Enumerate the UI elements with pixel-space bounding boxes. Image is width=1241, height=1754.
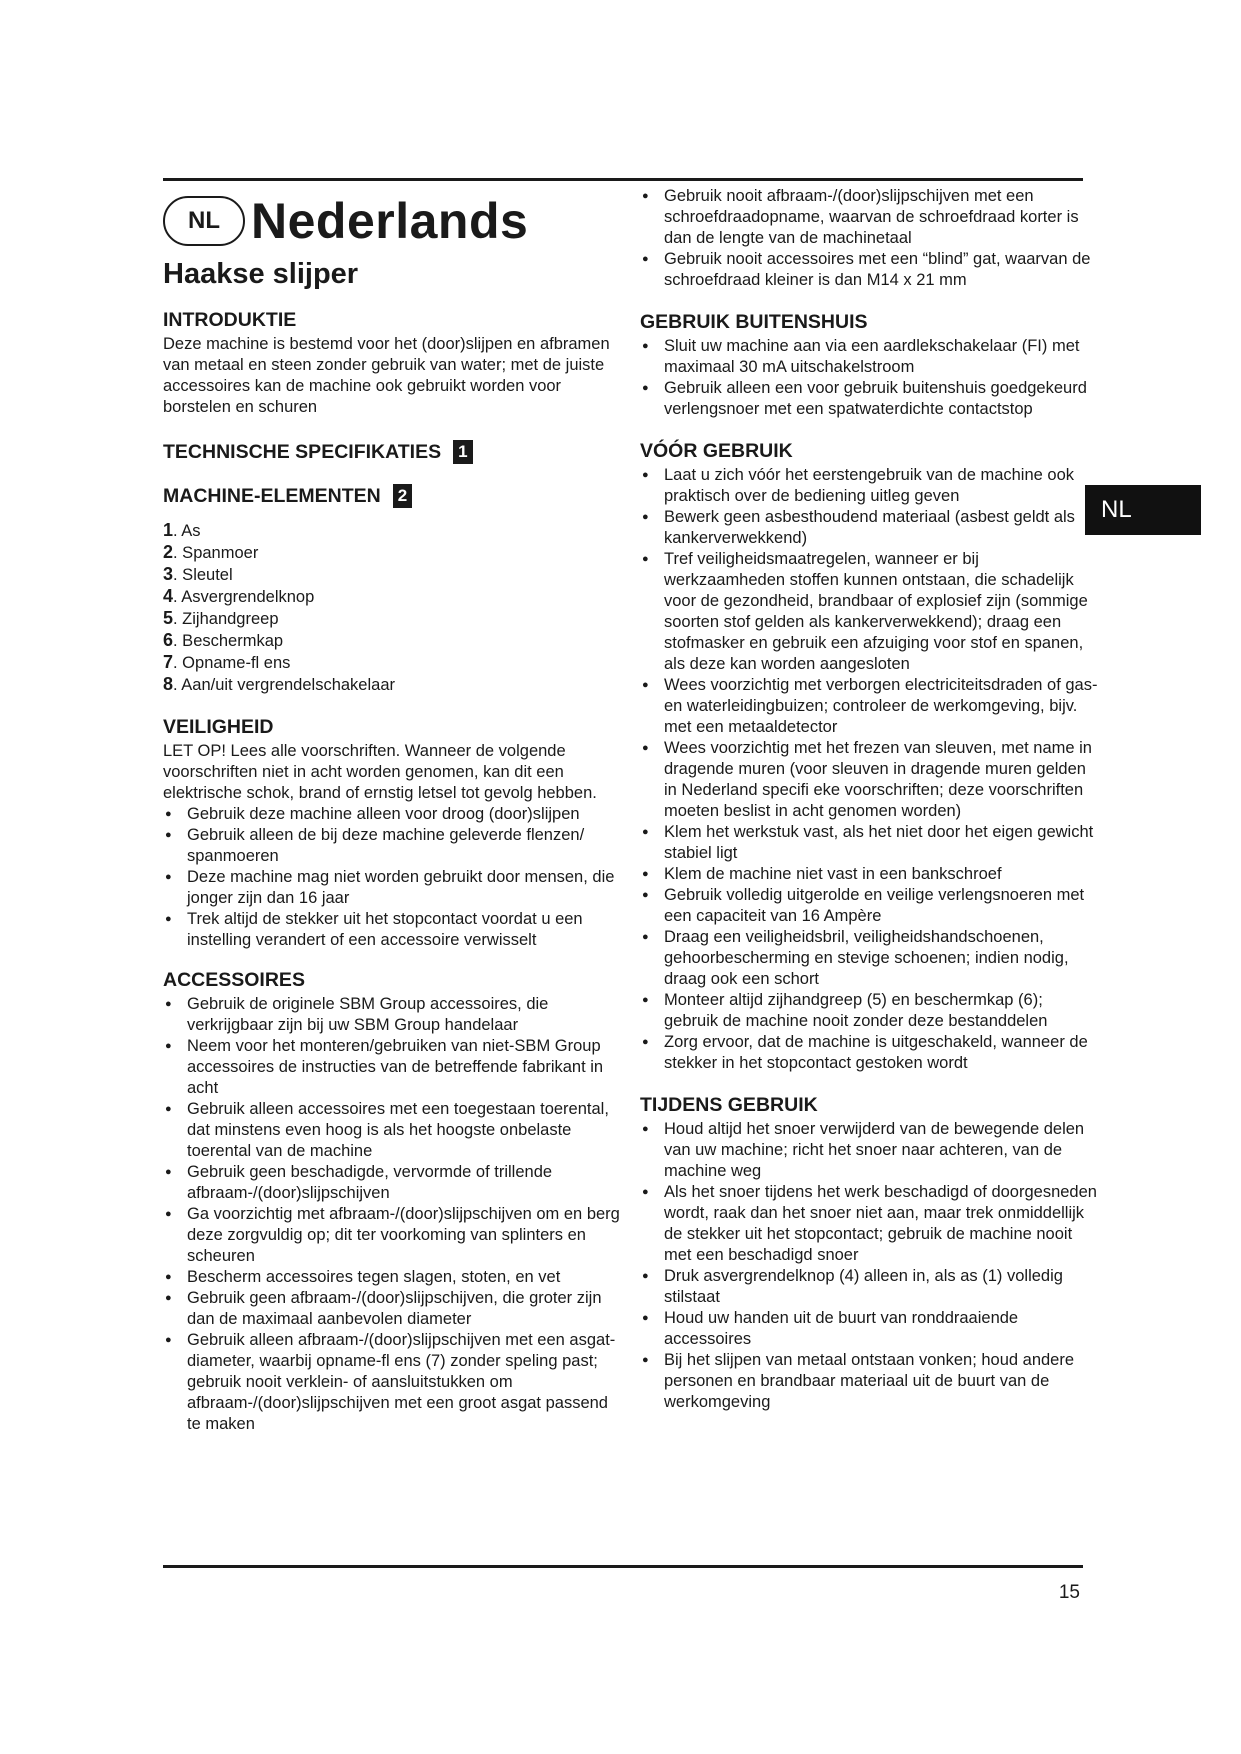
during-list [640, 1119, 1098, 1413]
list-item: ● Bij het slijpen van metaal ontstaan vonken; houd andere personen en brandbaar materiaal uit de buurt van de werkomgeving [640, 1350, 1098, 1413]
element-label: . Sleutel [173, 566, 233, 584]
element-label: . Spanmoer [173, 544, 259, 562]
outdoor-list [640, 336, 1098, 420]
list-item: ● Ga voorzichtig met afbraam-/(door)slijpschijven om en berg deze zorgvuldig op; dit ter voorkoming van splinters en scheuren [163, 1204, 621, 1267]
list-item: ● Gebruik alleen accessoires met een toegestaan toerental, dat minstens even hoog is als het hoogste onbelaste toerental van de machine [163, 1099, 621, 1162]
element-label: . Beschermkap [173, 632, 284, 650]
figure-ref-2: 2 [393, 484, 412, 508]
list-item: ● Klem de machine niet vast in een bankschroef [640, 864, 1098, 885]
right-column [640, 186, 1098, 1413]
list-item: ● Wees voorzichtig met verborgen electriciteitsdraden of gas- en waterleidingbuizen; controleer de werkomgeving, bijv. met een metaaldetector [640, 675, 1098, 738]
list-item: ● Draag een veiligheidsbril, veiligheidshandschoenen, gehoorbescherming en stevige schoenen; indien nodig, draag ook een schort [640, 927, 1098, 990]
list-item: ● Gebruik nooit afbraam-/(door)slijpschijven met een schroefdraadopname, waarvan de schroefdraad korter is dan de lengte van de machinetaal [640, 186, 1098, 249]
list-item: ● Monteer altijd zijhandgreep (5) en beschermkap (6); gebruik de machine nooit zonder deze bestanddelen [640, 990, 1098, 1032]
element-label: . Asvergrendelknop [173, 588, 315, 606]
list-item: ● Als het snoer tijdens het werk beschadigd of doorgesneden wordt, raak dan het snoer niet aan, maar trek onmiddellijk de stekker uit het stopcontact; gebruik de machine nooit met een beschadigd snoer [640, 1182, 1098, 1266]
list-item: ● Bewerk geen asbesthoudend materiaal (asbest geldt als kankerverwekkend) [640, 507, 1098, 549]
specs-heading-label: TECHNISCHE SPECIFIKATIES [163, 440, 442, 463]
specs-heading [163, 440, 621, 464]
list-item: ● Wees voorzichtig met het frezen van sleuven, met name in dragende muren (voor sleuven in dragende muren gelden in Nederland specifi eke voorschriften; deze voorschriften moeten beslist in acht genomen worden) [640, 738, 1098, 822]
accessories-list [163, 994, 621, 1435]
accessories-heading: ACCESSOIRES [163, 969, 305, 991]
element-number: 7 [163, 652, 174, 672]
list-item: ● Gebruik alleen afbraam-/(door)slijpschijven met een asgat-diameter, waarbij opname-fl ens (7) zonder speling past; gebruik nooit verklein- of aansluitstukken om afbraam-/(door)slijpschijven met een groot asgat passend te maken [163, 1330, 621, 1435]
language-badge: NL [163, 196, 245, 246]
list-item: ● Neem voor het monteren/gebruiken van niet-SBM Group accessoires de instructies van de betreffende fabrikant in acht [163, 1036, 621, 1099]
list-item: ● Trek altijd de stekker uit het stopcontact voordat u een instelling verandert of een accessoire verwisselt [163, 909, 621, 951]
language-header [163, 192, 621, 250]
before-heading: VÓÓR GEBRUIK [640, 440, 793, 462]
elements-heading-label: MACHINE-ELEMENTEN [163, 484, 381, 507]
figure-ref-1: 1 [453, 440, 472, 464]
safety-text: LET OP! Lees alle voorschriften. Wanneer de volgende voorschriften niet in acht worden genomen, kan dit een elektrische schok, brand of ernstig letsel tot gevolg hebben. [163, 742, 597, 802]
element-item [163, 674, 621, 696]
element-item [163, 542, 621, 564]
page-title: Haakse slijper [163, 258, 359, 290]
element-number: 4 [163, 586, 174, 606]
list-item: ● Tref veiligheidsmaatregelen, wanneer er bij werkzaamheden stoffen kunnen ontstaan, die schadelijk voor de gezondheid, brandbaar of explosief zijn (sommige soorten stof gelden als kankerverwekkend); draag een stofmasker en gebruik een afzuiging voor stof en spanen, als deze kan worden aangesloten [640, 549, 1098, 675]
element-label: . Zijhandgreep [173, 610, 279, 628]
list-item: ● Gebruik geen afbraam-/(door)slijpschijven, die groter zijn dan de maximaal aanbevolen diameter [163, 1288, 621, 1330]
list-item: ● Sluit uw machine aan via een aardlekschakelaar (FI) met maximaal 30 mA uitschakelstroom [640, 336, 1098, 378]
list-item: ● Deze machine mag niet worden gebruikt door mensen, die jonger zijn dan 16 jaar [163, 867, 621, 909]
element-label: . As [173, 522, 201, 540]
list-item: ● Druk asvergrendelknop (4) alleen in, als as (1) volledig stilstaat [640, 1266, 1098, 1308]
element-label: . Aan/uit vergrendelschakelaar [173, 676, 395, 694]
list-item: ● Gebruik nooit accessoires met een “blind” gat, waarvan de schroefdraad kleiner is dan M14 x 21 mm [640, 249, 1098, 291]
during-heading: TIJDENS GEBRUIK [640, 1094, 818, 1116]
before-list [640, 465, 1098, 1074]
element-item [163, 520, 621, 542]
elements-list [163, 520, 621, 696]
accessories-cont-list [640, 186, 1098, 291]
element-label: . Opname-fl ens [173, 654, 291, 672]
element-item [163, 630, 621, 652]
list-item: ● Gebruik geen beschadigde, vervormde of trillende afbraam-/(door)slijpschijven [163, 1162, 621, 1204]
safety-heading: VEILIGHEID [163, 716, 274, 738]
outdoor-heading: GEBRUIK BUITENSHUIS [640, 311, 868, 333]
element-item [163, 608, 621, 630]
element-number: 8 [163, 674, 174, 694]
element-number: 1 [163, 520, 174, 540]
element-number: 2 [163, 542, 174, 562]
list-item: ● Houd uw handen uit de buurt van ronddraaiende accessoires [640, 1308, 1098, 1350]
safety-list [163, 804, 621, 951]
element-number: 6 [163, 630, 174, 650]
language-title: Nederlands [251, 193, 529, 249]
list-item: ● Gebruik volledig uitgerolde en veilige verlengsnoeren met een capaciteit van 16 Ampère [640, 885, 1098, 927]
page-number: 15 [1058, 1582, 1080, 1603]
bottom-rule [163, 1565, 1083, 1568]
language-side-tab: NL [1085, 485, 1201, 535]
element-item [163, 586, 621, 608]
intro-heading: INTRODUKTIE [163, 309, 297, 331]
list-item: ● Houd altijd het snoer verwijderd van de bewegende delen van uw machine; richt het snoer naar achteren, van de machine weg [640, 1119, 1098, 1182]
list-item: ● Zorg ervoor, dat de machine is uitgeschakeld, wanneer de stekker in het stopcontact gestoken wordt [640, 1032, 1098, 1074]
list-item: ● Laat u zich vóór het eerstengebruik van de machine ook praktisch over de bediening uitleg geven [640, 465, 1098, 507]
list-item: ● Gebruik deze machine alleen voor droog (door)slijpen [163, 804, 621, 825]
list-item: ● Gebruik alleen een voor gebruik buitenshuis goedgekeurd verlengsnoer met een spatwaterdichte contactstop [640, 378, 1098, 420]
element-item [163, 564, 621, 586]
list-item: ● Klem het werkstuk vast, als het niet door het eigen gewicht stabiel ligt [640, 822, 1098, 864]
intro-text: Deze machine is bestemd voor het (door)slijpen en afbramen van metaal en steen zonder gebruik van water; met de juiste accessoires kan de machine ook gebruikt worden voor borstelen en schuren [163, 335, 610, 416]
list-item: ● Bescherm accessoires tegen slagen, stoten, en vet [163, 1267, 621, 1288]
left-column [163, 178, 621, 1435]
element-item [163, 652, 621, 674]
elements-heading [163, 484, 621, 508]
list-item: ● Gebruik de originele SBM Group accessoires, die verkrijgbaar zijn bij uw SBM Group handelaar [163, 994, 621, 1036]
list-item: ● Gebruik alleen de bij deze machine geleverde flenzen/ spanmoeren [163, 825, 621, 867]
element-number: 5 [163, 608, 174, 628]
element-number: 3 [163, 564, 174, 584]
